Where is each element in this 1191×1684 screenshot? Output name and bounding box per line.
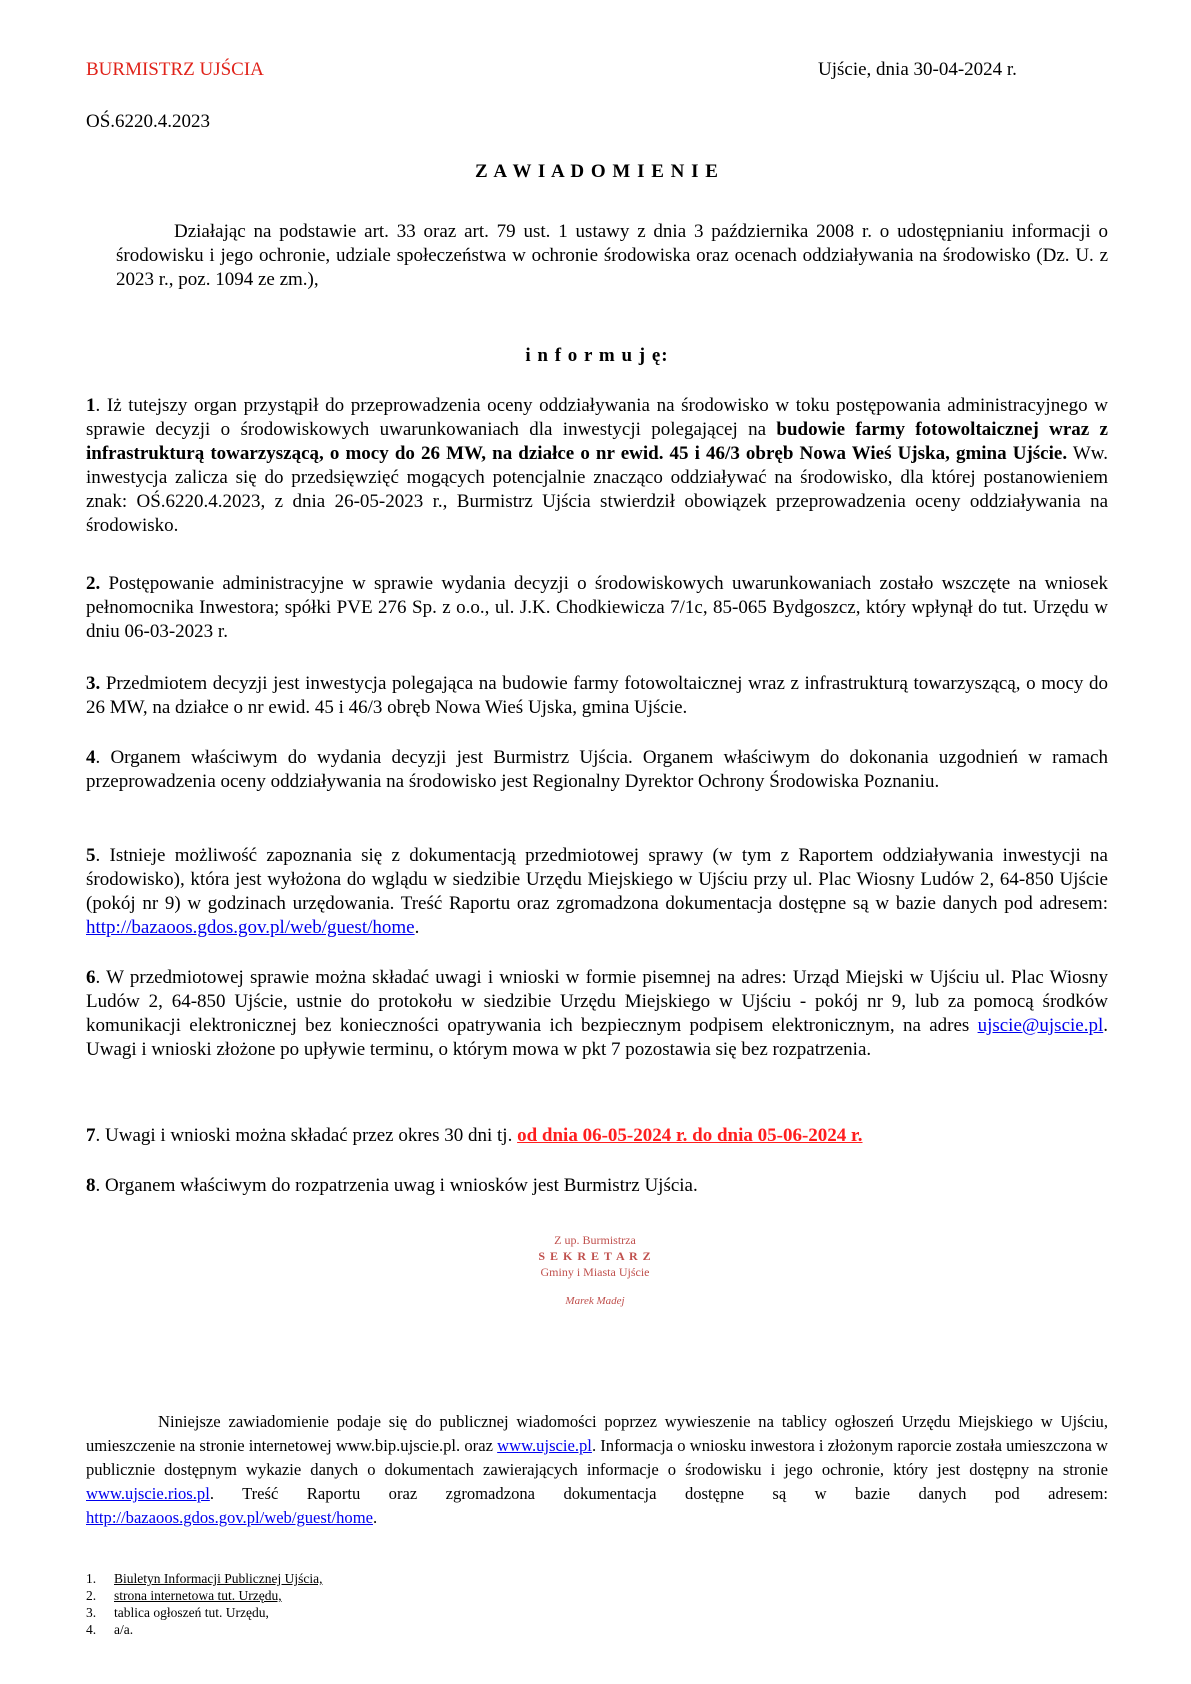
stamp-line-2: S E K R E T A R Z	[538, 1249, 652, 1263]
place-date: Ujście, dnia 30-04-2024 r.	[818, 59, 1017, 80]
point-5: 5. Istnieje możliwość zapoznania się z dokumentacją przedmiotowej sprawy (w tym z Raportem oddziaływania inwestycji na środowisko), która jest wyłożona do wglądu w siedzibie Urzędu Miejskiego w Ujściu przy ul. Plac Wiosny Ludów 2, 64-850 Ujście (pokój nr 9) w godzinach urzędowania. Treść Raportu oraz zgromadzona dokumentacja dostępne są w bazie danych pod adresem: http://bazaoos.gdos.gov.pl/web/guest/home.	[86, 845, 1108, 938]
rios-website-link[interactable]: www.ujscie.rios.pl	[86, 1484, 210, 1503]
stamp-line-3: Gminy i Miasta Ujście	[540, 1265, 650, 1279]
informuje-heading: i n f o r m u j ę:	[525, 345, 669, 366]
stamp-line-1: Z up. Burmistrza	[554, 1233, 636, 1247]
distribution-item: 3. tablica ogłoszeń tut. Urzędu,	[86, 1605, 269, 1620]
distribution-item: 4. a/a.	[86, 1622, 134, 1637]
distribution-item: 2. strona internetowa tut. Urzędu,	[86, 1588, 282, 1603]
point-1-investment: budowie farmy fotowoltaicznej wraz z infrastrukturą towarzyszącą, o mocy do 26 MW, na działce o nr ewid. 45 i 46/3 obręb Nowa Wieś Ujska, gmina Ujście.	[86, 419, 1108, 464]
point-7-number: 7	[86, 1125, 96, 1146]
intro-paragraph: Działając na podstawie art. 33 oraz art. 79 ust. 1 ustawy z dnia 3 października 2008 r. o udostępnianiu informacji o środowisku i jego ochronie, udziale społeczeństwa w ochronie środowiska oraz ocenach oddziaływania na środowisko (Dz. U. z 2023 r., poz. 1094 ze zm.),	[116, 221, 1108, 290]
ujscie-website-link[interactable]: www.ujscie.pl	[497, 1436, 592, 1455]
document-title: Z A W I A D O M I E N I E	[475, 161, 719, 182]
point-6: 6. W przedmiotowej sprawie można składać uwagi i wnioski w formie pisemnej na adres: Urząd Miejski w Ujściu ul. Plac Wiosny Ludów 2, 64-850 Ujście, ustnie do protokołu w siedzibie Urzędu Miejskiego w Ujściu - pokój nr 9, lub za pomocą środków komunikacji elektronicznej bez konieczności opatrywania ich bezpiecznym podpisem elektronicznym, na adres ujscie@ujscie.pl. Uwagi i wnioski złożone po upływie terminu, o którym mowa w pkt 7 pozostawia się bez rozpatrzenia.	[86, 967, 1108, 1060]
authority-name: BURMISTRZ UJŚCIA	[86, 59, 264, 80]
point-5-number: 5	[86, 845, 96, 866]
point-3: 3. Przedmiotem decyzji jest inwestycja polegająca na budowie farmy fotowoltaicznej wraz z infrastrukturą towarzyszącą, o mocy do 26 MW, na działce o nr ewid. 45 i 46/3 obręb Nowa Wieś Ujska, gmina Ujście.	[86, 673, 1108, 718]
point-8-number: 8	[86, 1175, 96, 1196]
point-7: 7. Uwagi i wnioski można składać przez okres 30 dni tj. od dnia 06-05-2024 r. do dnia 05-06-2024 r.	[86, 1125, 863, 1146]
distribution-item: 1. Biuletyn Informacji Publicznej Ujścia,	[86, 1571, 323, 1586]
point-3-number: 3.	[86, 673, 101, 694]
distribution-list	[86, 1570, 322, 1638]
signature-stamp	[500, 1232, 690, 1308]
point-2: 2. Postępowanie administracyjne w sprawie wydania decyzji o środowiskowych uwarunkowaniach zostało wszczęte na wniosek pełnomocnika Inwestora; spółki PVE 276 Sp. z o.o., ul. J.K. Chodkiewicza 7/1c, 85-065 Bydgoszcz, który wpłynął do tut. Urzędu w dniu 06-03-2023 r.	[86, 573, 1108, 642]
point-2-number: 2.	[86, 573, 101, 594]
deadline-dates: od dnia 06-05-2024 r. do dnia 05-06-2024 r.	[517, 1125, 863, 1146]
point-4-number: 4	[86, 747, 96, 768]
point-1-number: 1	[86, 395, 96, 416]
publication-paragraph: Niniejsze zawiadomienie podaje się do publicznej wiadomości poprzez wywieszenie na tablicy ogłoszeń Urzędu Miejskiego w Ujściu, umieszczenie na stronie internetowej www.bip.ujscie.pl. oraz www.ujscie.pl. Informacja o wniosku inwestora i złożonym raporcie została umieszczona w publicznie dostępnym wykazie danych o dokumentach zawierających informacje o środowisku i jego ochronie, który jest dostępny na stronie www.ujscie.rios.pl. Treść Raportu oraz zgromadzona dokumentacja dostępne są w bazie danych pod adresem: http://bazaoos.gdos.gov.pl/web/guest/home.	[86, 1412, 1109, 1527]
point-6-number: 6	[86, 967, 96, 988]
email-link[interactable]: ujscie@ujscie.pl	[977, 1015, 1104, 1036]
gdos-database-link[interactable]: http://bazaoos.gdos.gov.pl/web/guest/home	[86, 917, 415, 938]
stamp-signature: Marek Madej	[565, 1295, 625, 1307]
case-number: OŚ.6220.4.2023	[86, 111, 211, 132]
point-4: 4. Organem właściwym do wydania decyzji jest Burmistrz Ujścia. Organem właściwym do dokonania uzgodnień w ramach przeprowadzenia oceny oddziaływania na środowisko jest Regionalny Dyrektor Ochrony Środowiska Poznaniu.	[86, 747, 1108, 792]
point-1: 1. Iż tutejszy organ przystąpił do przeprowadzenia oceny oddziaływania na środowisko w toku postępowania administracyjnego w sprawie decyzji o środowiskowych uwarunkowaniach dla inwestycji polegającej na budowie farmy fotowoltaicznej wraz z infrastrukturą towarzyszącą, o mocy do 26 MW, na działce o nr ewid. 45 i 46/3 obręb Nowa Wieś Ujska, gmina Ujście. Ww. inwestycja zalicza się do przedsięwzięć mogących potencjalnie znacząco oddziaływać na środowisko, dla której postanowieniem znak: OŚ.6220.4.2023, z dnia 26-05-2023 r., Burmistrz Ujścia stwierdził obowiązek przeprowadzenia oceny oddziaływania na środowisko.	[86, 395, 1109, 536]
point-8: 8. Organem właściwym do rozpatrzenia uwag i wniosków jest Burmistrz Ujścia.	[86, 1175, 698, 1196]
gdos-database-link-2[interactable]: http://bazaoos.gdos.gov.pl/web/guest/home	[86, 1508, 373, 1527]
